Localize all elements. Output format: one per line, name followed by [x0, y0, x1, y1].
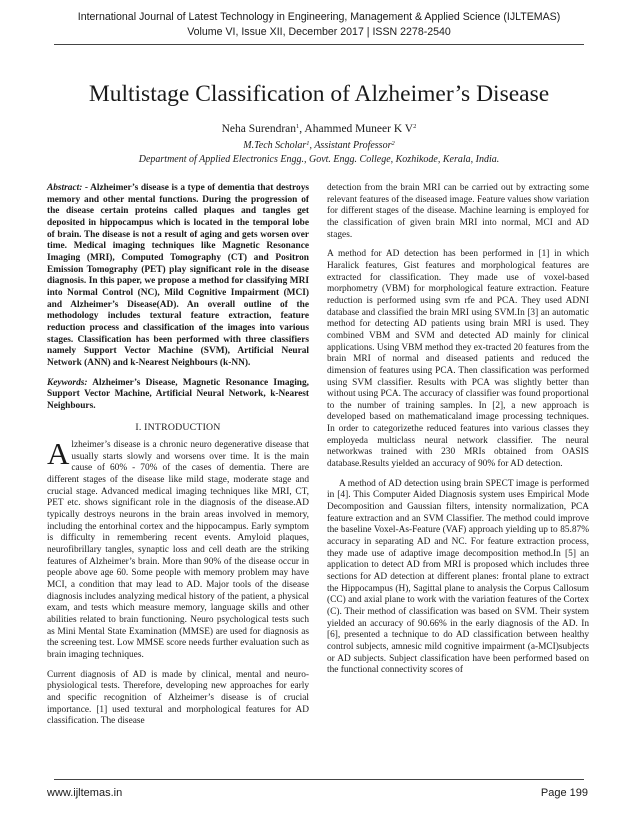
intro-paragraph [47, 436, 309, 661]
abstract [47, 183, 309, 370]
abstract-label: Abstract: [47, 183, 83, 193]
affiliation: Department of Applied Electronics Engg., Govt. Engg. College, Kozhikode, Kerala, India. [138, 154, 500, 165]
paper-title: Multistage Classification of Alzheimer’s Disease [88, 81, 550, 107]
authors [0, 122, 638, 136]
author-affil-mark: 2 [413, 123, 417, 130]
drop-cap: A [47, 436, 70, 472]
page-number: Page 199 [540, 787, 588, 799]
journal-volume: Volume VI, Issue XII, December 2017 | ISSN 2278-2540 [187, 26, 451, 38]
body-paragraph: A method of AD detection using brain SPECT image is performed in [4]. This Computer Aided Diagnosis system uses Empirical Mode Decomposition and Gaussian filters, intensity normalization, PCA feature extraction and an SVM Classifier. The method could improve the baseline Voxel-As-Feature (VAF) approach yielding up to 85.87% accuracy in separating AD and NC. For feature extraction process, they made use of adaptive image decomposition method.In [5] an application to detect AD from MRI is proposed which includes three sections for AD detection at different planes: frontal plane to extract the Hippocampus (H), Sagittal plane to analysis the Corpus Callosum (CC) and axial plane to work with the variation features of the Cortex (C). Their method of classification was based on SVM. Their system yielded an accuracy of 90.66% in the early diagnosis of the AD. In [6], presented a technique to do AD classification between healthy control subjects, amnesic mild cognitive impairment (a-MCI)subjects or AD subjects. Subject classification have been performed based on the functional connectivity scores of [327, 478, 589, 676]
role-separator: , [309, 140, 315, 151]
author-role: Assistant Professor [314, 140, 392, 151]
abstract-text: - Alzheimer’s disease is a type of dementia that destroys memory and other mental functions. During the progression of the disease certain proteins called plaques and tangles get deposited in hippocampus which is located in the temporal lobe of brain. The disease is not a result of aging and gets worsen over time. Medical imaging techniques like Magnetic Resonance Imaging (MRI), Computed Tomography (CT) and Positron Emission Tomography (PET) play significant role in the disease diagnosis. In this paper, we propose a method for classifying MRI into Normal Control (NC), Mild Cognitive Impairment (MCI) and Alzheimer’s Disease(AD). An overall outline of the methodology includes textural feature extraction, feature reduction process and classification of the images into various stages. Classification has been performed with three classifiers namely Support Vector Machine (SVM), Artificial Neural Network (ANN) and k-Nearest Neighbours (k-NN). [47, 183, 309, 368]
role-affil-mark: 2 [391, 140, 395, 147]
body-paragraph: A method for AD detection has been performed in [1] in which Haralick features, Gist features and morphological features are extracted for classification. They made use of voxel-based morphometry (VBM) for morphological feature extraction. Feature reduction is performed using svm rfe and PCA. They used ADNI database and classified the brain MRI using SVM.In [3] an automatic method for detecting AD patients using brain MRI is used. They combined VBM and SVM and detected AD mainly for clinical applications. Using VBM method they ex-tracted 20 features from the brain MRI of normal and diseased patients and reduced the dimension of features using PCA. Then classification was performed using SVM classifier. Results with PCA was slightly better than without using PCA. The accuracy of classifier was found proportional to the number of training samples. In [2], a new approach is developed based on mathematicaland image processing techniques. In order to categorizethe reduced features into various classes they employeda multiclass neural network classifier. The neural networkwas trained with 230 MRIs obtained from OASIS database.Results yielded an accuracy of 90% for AD detection. [327, 249, 589, 470]
author-name: Neha Surendran [221, 123, 297, 135]
keywords-text: Alzheimer’s Disease, Magnetic Resonance Imaging, Support Vector Machine, Artificial Neural Network, k-Nearest Neighbours. [47, 377, 309, 411]
footer-rule [54, 779, 584, 780]
author-roles [0, 139, 638, 152]
header-rule [54, 44, 584, 45]
journal-name: International Journal of Latest Technology in Engineering, Management & Applied Science (IJLTEMAS) [77, 11, 561, 23]
section-heading-introduction: I. INTRODUCTION [135, 422, 221, 434]
intro-paragraph: Current diagnosis of AD is made by clinical, mental and neuro-physiological tests. Therefore, developing new approaches for early and specific recognition of Alzheimer’s disease is of crucial importance. [1] used textural and morphological features for AD classification. The disease [47, 669, 309, 727]
footer-site-link[interactable]: www.ijltemas.in [47, 787, 123, 799]
keywords [47, 378, 309, 413]
author-role: M.Tech Scholar [243, 140, 307, 151]
author-name: Ahammed Muneer K V [304, 123, 414, 135]
right-column [327, 183, 589, 677]
role-affil-mark: 1 [306, 140, 310, 147]
intro-paragraph-text: lzheimer’s disease is a chronic neuro degenerative disease that usually starts slowly and worsens over time. It is the main cause of 60% - 70% of the cases of dementia. There are different stages of the disease like mild stage, moderate stage and crucial stage. Advanced medical imaging techniques like MRI, CT, PET etc. shows significant role in the diagnosis of the disease.AD typically destroys neurons in the brain areas involved in memory, including the entorhinal cortex and the hippocampus. Early symptom is difficulty in remembering recent events. Amyloid plaques, neurofibrillary tangles, synaptic loss and cell death are the striking features of Alzheimer’s brain. More than 90% of the disease occur in people above age 60. Some people with memory problem may have MCI, a condition that may lead to AD. Major tools of the disease diagnosis includes analyzing medical history of the patient, a physical exam, and tests which measure memory, language skills and other abilities related to brain functioning. Neuro psychological tests such as Mini Mental State Examination (MMSE) are used for diagnosis as the screening test. Low MMSE score needs further evaluation such as brain imaging techniques. [47, 440, 309, 660]
keywords-label: Keywords: [47, 377, 88, 388]
author-separator: , [299, 123, 305, 135]
left-column [47, 183, 309, 728]
body-paragraph: detection from the brain MRI can be carried out by extracting some relevant features of the diseased image. Feature values show variation for different stages of the disease. Machine learning is employed for the classification of given brain MRI into normal, MCI and AD stages. [327, 183, 589, 240]
author-affil-mark: 1 [296, 123, 300, 130]
